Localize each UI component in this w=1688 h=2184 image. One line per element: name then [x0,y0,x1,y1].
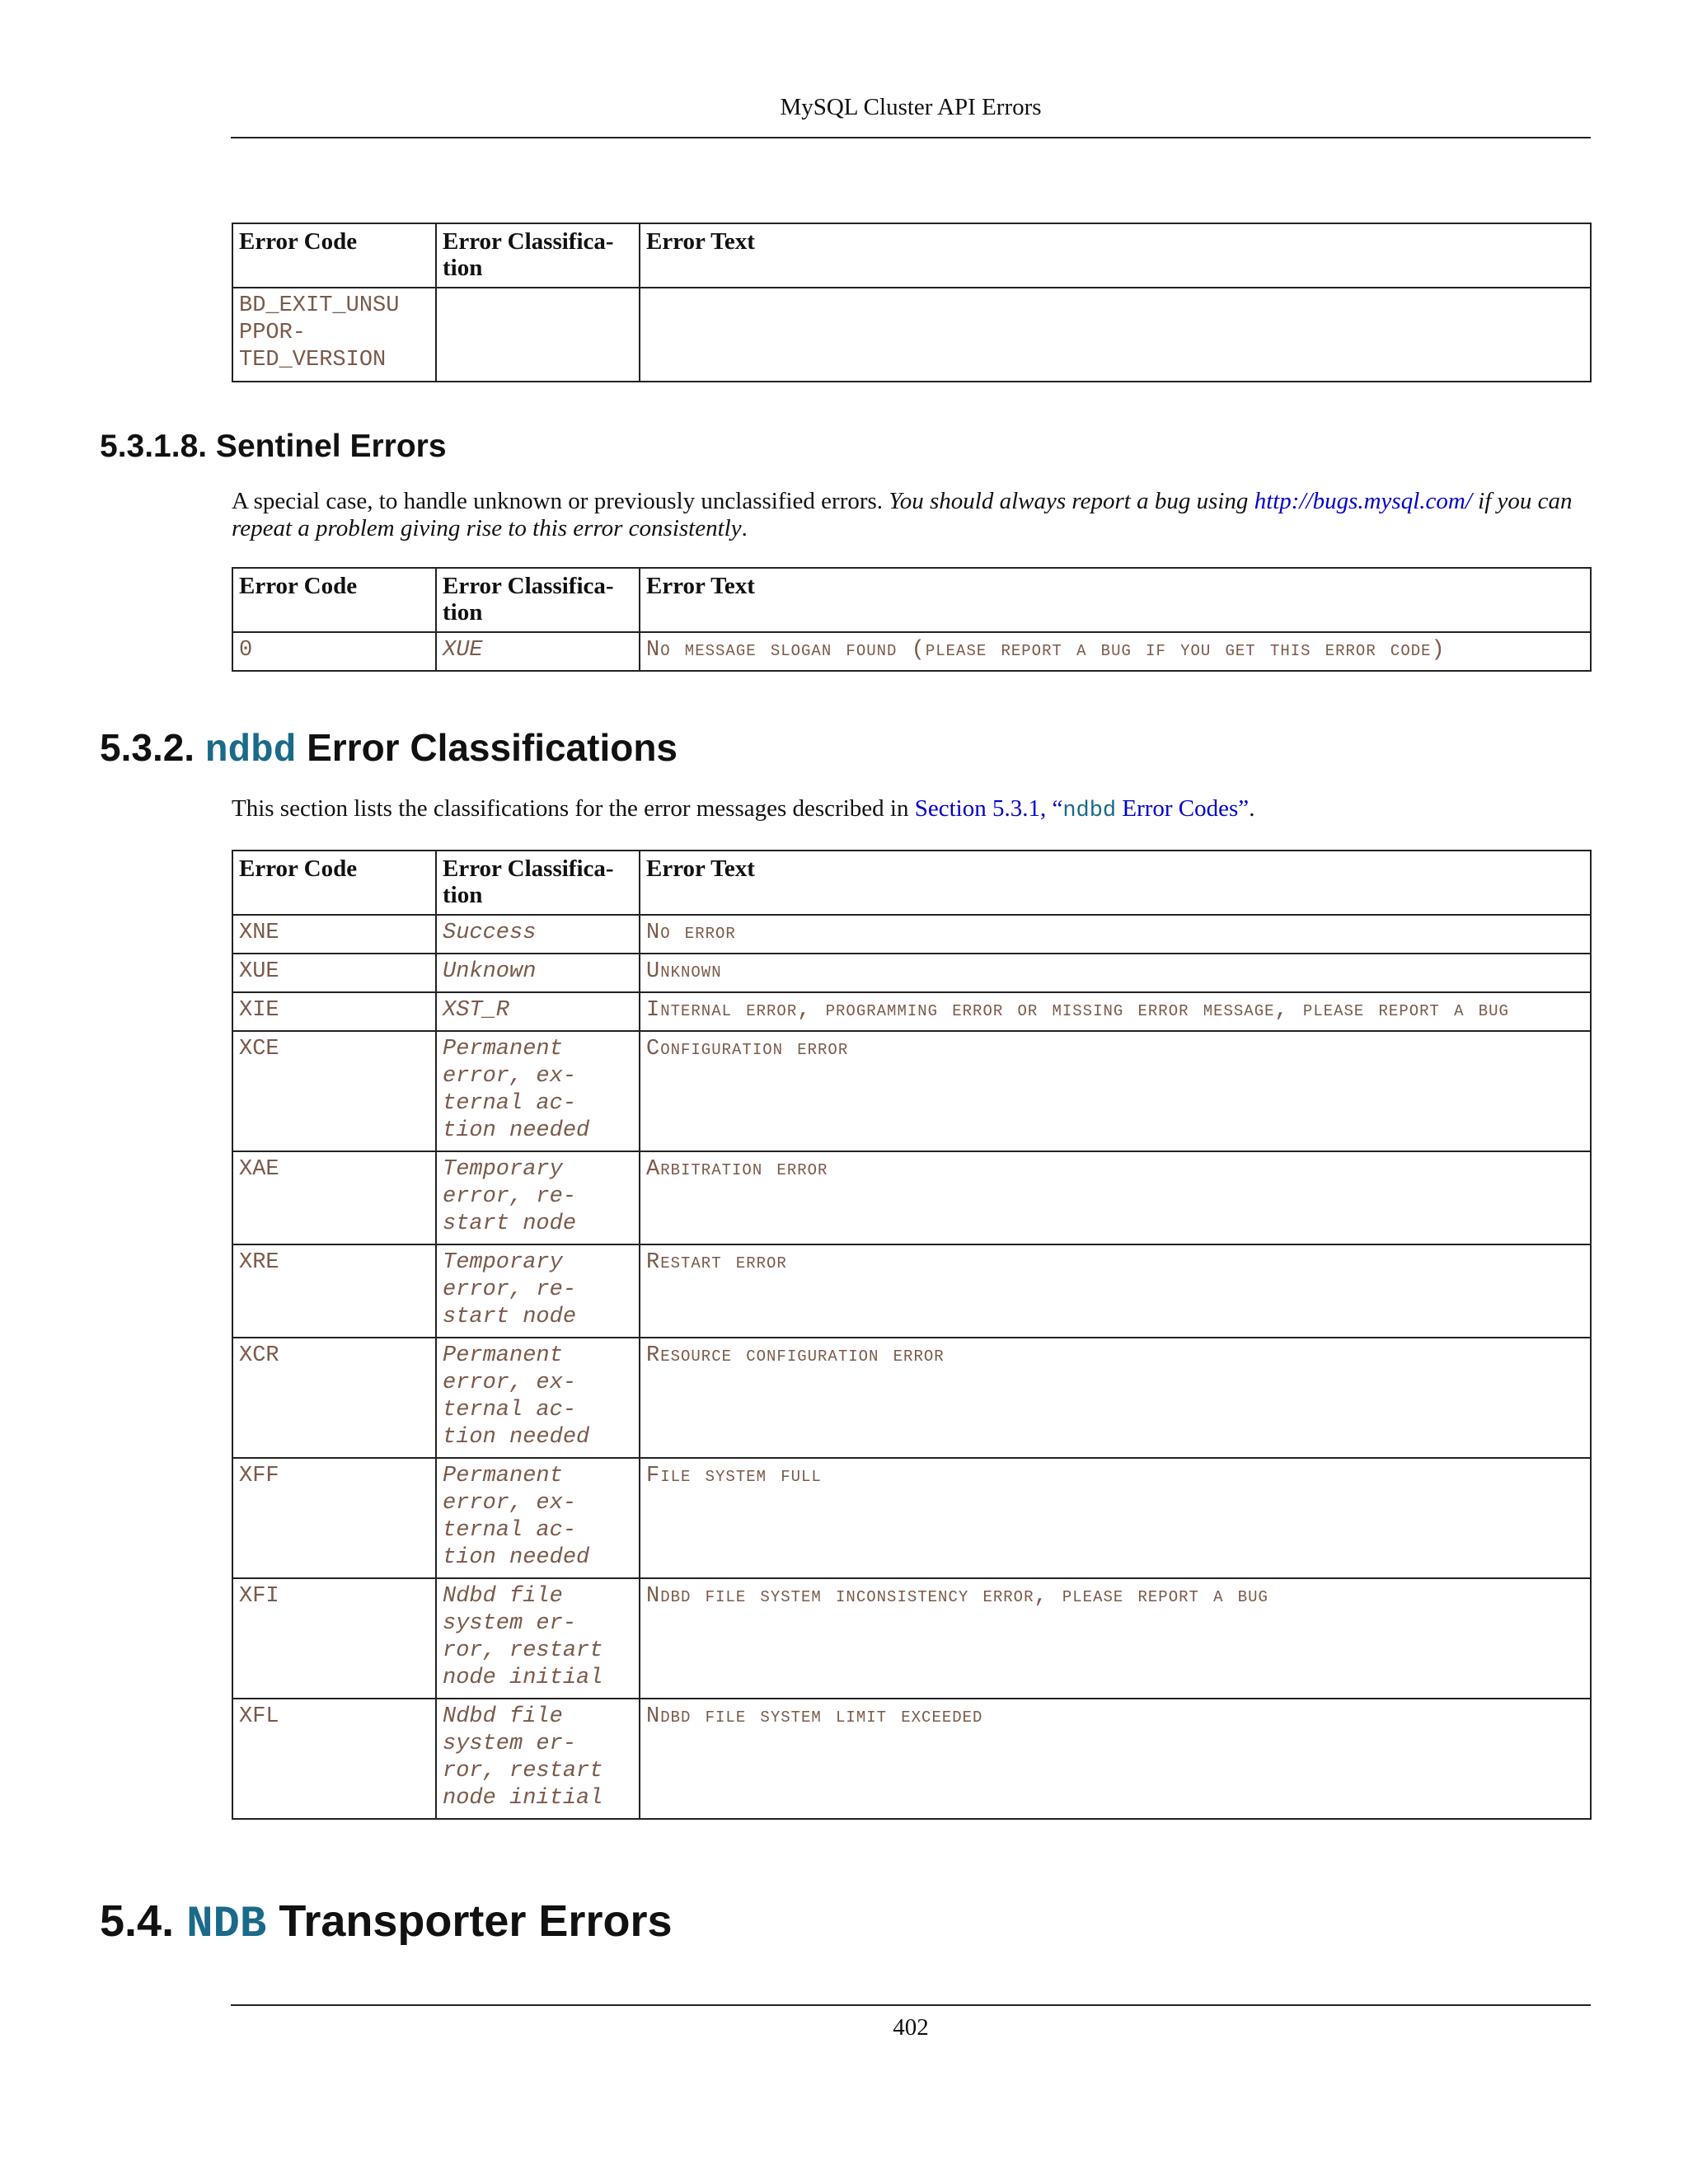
header-error-text: Error Text [640,851,1591,915]
error-text-cell: Unknown [640,954,1591,992]
bugs-link[interactable]: http://bugs.mysql.com/ [1254,488,1472,514]
transporter-heading-rest: Transporter Errors [279,1896,673,1946]
header-error-code: Error Code [232,223,436,288]
header-error-text: Error Text [640,568,1591,632]
section-link-code: ndbd [1062,799,1117,823]
sentinel-error-table [232,567,1592,672]
error-classification-cell: XST_R [436,992,640,1031]
continued-error-table [232,223,1592,382]
sentinel-intro-italic: You should always report a bug using [889,488,1254,514]
table-row [232,1031,1591,1151]
error-text-cell: Arbitration error [640,1151,1591,1244]
table-row [232,1578,1591,1699]
header-error-code: Error Code [232,568,436,632]
table-row [232,1244,1591,1338]
error-text-cell: Ndbd file system inconsistency error, please report a bug [640,1578,1591,1699]
header-error-code: Error Code [232,851,436,915]
transporter-heading [100,1896,1592,1950]
error-code-cell: XCE [232,1031,436,1151]
error-classification-cell: Temporary error, re- start node [436,1151,640,1244]
classifications-heading-num: 5.3.2. [100,726,195,769]
header-error-classification: Error Classifica- tion [436,568,640,632]
error-code-cell: XAE [232,1151,436,1244]
error-text-cell: Restart error [640,1244,1591,1338]
transporter-heading-num: 5.4. [100,1896,175,1946]
error-classification-cell: Success [436,915,640,954]
table-row [232,992,1591,1031]
error-code-cell: XNE [232,915,436,954]
classifications-heading-rest: Error Classifications [307,726,678,769]
classifications-heading [100,725,1592,772]
classifications-intro-end: . [1249,795,1255,822]
sentinel-intro-italic-2: if you can repeat a problem giving rise to this error consistently [232,488,1573,541]
table-row [232,954,1591,992]
table-row [232,1458,1591,1578]
section-link[interactable] [915,795,1249,822]
error-code-cell: 0 [232,632,436,671]
section-link-text-2: Error Codes” [1116,795,1250,822]
header-error-text: Error Text [640,223,1591,288]
page-number: 402 [893,2014,929,2041]
table-row [232,915,1591,954]
transporter-heading-code: NDB [186,1900,267,1950]
error-code-cell: XUE [232,954,436,992]
error-text-cell: Resource configuration error [640,1338,1591,1458]
sentinel-intro [232,488,1592,542]
error-code-cell: BD_EXIT_UNSU PPOR- TED_VERSION [232,288,436,382]
error-code-cell: XIE [232,992,436,1031]
error-classification-cell: Permanent error, ex- ternal ac- tion needed [436,1338,640,1458]
classifications-heading-code: ndbd [204,729,297,772]
table-row [232,632,1591,671]
classifications-section [100,725,1592,1820]
error-classification-cell: Temporary error, re- start node [436,1244,640,1338]
error-text-cell: No error [640,915,1591,954]
error-text-cell: Ndbd file system limit exceeded [640,1699,1591,1819]
sentinel-intro-end: . [741,515,748,541]
section-link-text: Section 5.3.1, “ [914,795,1063,822]
header-error-classification: Error Classifica- tion [436,851,640,915]
classifications-intro [232,795,1592,825]
error-code-cell: XCR [232,1338,436,1458]
error-text-cell: Internal error, programming error or missing error message, please report a bug [640,992,1591,1031]
header-error-classification: Error Classifica- tion [436,223,640,288]
sentinel-section [100,429,1592,672]
error-text-cell [640,288,1591,382]
footer-rule [231,2004,1591,2006]
table-row [232,1151,1591,1244]
table-header-row [232,568,1591,632]
error-code-cell: XFF [232,1458,436,1578]
transporter-section [100,1896,1592,1950]
table-header-row [232,851,1591,915]
error-text-cell: Configuration error [640,1031,1591,1151]
error-classification-cell [436,288,640,382]
error-code-cell: XFL [232,1699,436,1819]
table-header-row [232,223,1591,288]
continued-table-section [100,223,1592,382]
error-classification-cell: Ndbd file system er- ror, restart node initial [436,1578,640,1699]
sentinel-heading: 5.3.1.8. Sentinel Errors [100,429,447,464]
error-text-cell: No message slogan found (please report a bug if you get this error code) [640,632,1591,671]
header-rule [231,137,1591,138]
error-classification-cell: XUE [436,632,640,671]
error-classification-cell: Unknown [436,954,640,992]
table-row [232,288,1591,382]
error-code-cell: XRE [232,1244,436,1338]
error-code-cell: XFI [232,1578,436,1699]
classifications-intro-text: This section lists the classifications for the error messages described in [232,795,915,822]
running-header: MySQL Cluster API Errors [780,94,1042,120]
error-classification-cell: Ndbd file system er- ror, restart node initial [436,1699,640,1819]
error-text-cell: File system full [640,1458,1591,1578]
sentinel-intro-plain: A special case, to handle unknown or previously unclassified errors. [232,488,889,514]
error-classification-cell: Permanent error, ex- ternal ac- tion needed [436,1031,640,1151]
table-row [232,1338,1591,1458]
classifications-table [232,850,1592,1820]
table-row [232,1699,1591,1819]
error-classification-cell: Permanent error, ex- ternal ac- tion needed [436,1458,640,1578]
